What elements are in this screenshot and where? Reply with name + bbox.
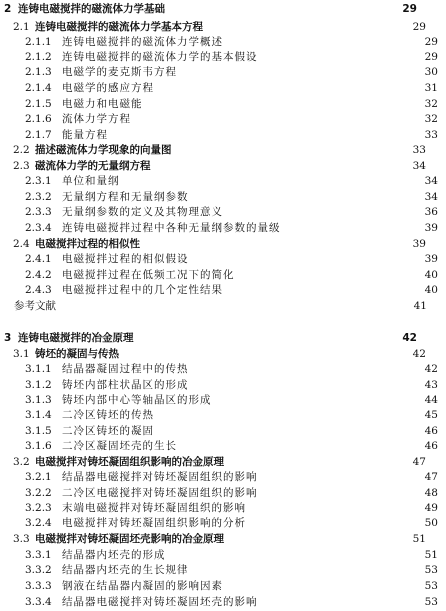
toc-page-number: 39 xyxy=(412,238,426,250)
toc-entry-number: 3.2.4 xyxy=(25,517,52,529)
toc-page-number: 40 xyxy=(424,284,438,296)
toc-page-number: 51 xyxy=(412,533,426,545)
toc-entry-title: 连铸电磁搅拌过程中各种无量纲参数的量级 xyxy=(62,222,281,234)
toc-subsection[interactable] xyxy=(0,173,446,189)
toc-entry-number: 3.3.4 xyxy=(25,596,52,608)
toc-page-number: 47 xyxy=(412,456,426,468)
dot-leader xyxy=(134,111,410,127)
toc-entry-title: 连铸电磁搅拌的磁流体力学的基本假设 xyxy=(62,51,258,63)
toc-entry-number: 3.1 xyxy=(13,348,30,360)
toc-entry-title: 二冷区电磁搅拌对铸坯凝固组织的影响 xyxy=(62,487,258,499)
toc-page-number: 46 xyxy=(424,440,438,452)
toc-entry-number: 3.1.2 xyxy=(25,379,52,391)
dot-leader xyxy=(137,330,390,346)
dot-leader xyxy=(169,547,411,563)
toc-page-number: 49 xyxy=(424,502,438,514)
toc-section[interactable] xyxy=(0,236,434,252)
dot-leader xyxy=(154,158,399,174)
dot-leader xyxy=(122,346,398,362)
toc-subsection[interactable] xyxy=(0,49,446,65)
toc-entry-title: 描述磁流体力学现象的向量图 xyxy=(35,144,172,156)
toc-subsection[interactable] xyxy=(0,111,446,127)
toc-entry-number: 2.1 xyxy=(13,21,30,33)
dot-leader xyxy=(227,454,398,470)
toc-page-number: 42 xyxy=(412,348,426,360)
toc-entry-title: 连铸电磁搅拌的磁流体力学基本方程 xyxy=(35,21,203,33)
dot-leader xyxy=(261,594,411,610)
dot-leader xyxy=(192,377,411,393)
toc-subsection[interactable] xyxy=(0,438,446,454)
toc-entry-number: 3.1.4 xyxy=(25,409,52,421)
toc-subsection[interactable] xyxy=(0,547,446,563)
toc-entry-title: 连铸电磁搅拌的磁流体力学概述 xyxy=(62,36,223,48)
toc-page-number: 51 xyxy=(424,549,438,561)
toc-page-number: 43 xyxy=(424,379,438,391)
toc-entry-title: 电磁搅拌对铸坯凝固组织影响的分析 xyxy=(62,517,246,529)
toc-page-number: 48 xyxy=(424,487,438,499)
toc-subsection[interactable] xyxy=(0,377,446,393)
toc-subsection[interactable] xyxy=(0,34,446,50)
dot-leader xyxy=(261,469,411,485)
dot-leader xyxy=(226,578,410,594)
toc-entry-title: 二冷区凝固坯壳的生长 xyxy=(62,440,177,452)
dot-leader xyxy=(226,34,410,50)
toc-subsection[interactable] xyxy=(0,220,446,236)
toc-page-number: 33 xyxy=(424,129,438,141)
toc-entry-title: 单位和量纲 xyxy=(62,175,120,187)
dot-leader xyxy=(168,1,389,17)
toc-entry-title: 结晶器电磁搅拌对铸坯凝固组织的影响 xyxy=(62,471,258,483)
toc-subsection[interactable] xyxy=(0,594,446,610)
toc-entry-number: 2.1.3 xyxy=(25,66,52,78)
toc-page-number: 46 xyxy=(424,425,438,437)
toc-entry-title: 电磁搅拌过程在低频工况下的简化 xyxy=(62,269,235,281)
toc-subsection[interactable] xyxy=(0,578,446,594)
toc-entry-title: 电磁力和电磁能 xyxy=(62,98,143,110)
dot-leader xyxy=(180,438,410,454)
toc-entry-number: 2.3.2 xyxy=(25,191,52,203)
toc-page-number: 39 xyxy=(424,253,438,265)
toc-entry-number: 2.3.4 xyxy=(25,222,52,234)
toc-entry-number: 3.3.1 xyxy=(25,549,52,561)
toc-entry-title: 末端电磁搅拌对铸坯凝固组织的影响 xyxy=(62,502,246,514)
toc-entry-number: 3.1.3 xyxy=(25,394,52,406)
toc-subsection[interactable] xyxy=(0,127,446,143)
dot-leader xyxy=(284,220,411,236)
toc-entry-number: 2.3.1 xyxy=(25,175,52,187)
toc-entry-title: 电磁搅拌对铸坯凝固组织影响的冶金原理 xyxy=(35,456,224,468)
toc-entry-number: 3 xyxy=(4,332,12,344)
toc-page-number: 36 xyxy=(424,206,438,218)
dot-leader xyxy=(227,531,398,547)
toc-entry-title: 连铸电磁搅拌的磁流体力学基础 xyxy=(18,3,165,15)
toc-subsection[interactable] xyxy=(0,282,446,298)
toc-entry-title: 铸坯内部柱状晶区的形成 xyxy=(62,379,189,391)
toc-page-number: 45 xyxy=(424,409,438,421)
toc-entry-title: 二冷区铸坯的凝固 xyxy=(62,425,154,437)
dot-leader xyxy=(146,96,411,112)
toc-page-number: 34 xyxy=(412,160,426,172)
toc-subsection[interactable] xyxy=(0,500,446,516)
toc-entry-number: 3.2.1 xyxy=(25,471,52,483)
toc-entry-number: 2.1.4 xyxy=(25,82,52,94)
toc-page-number: 53 xyxy=(424,596,438,608)
toc-page-number: 29 xyxy=(424,51,438,63)
toc-entry-title: 电磁搅拌过程中的几个定性结果 xyxy=(62,284,223,296)
toc-page-number: 32 xyxy=(424,113,438,125)
dot-leader xyxy=(206,19,398,35)
toc-page-number: 42 xyxy=(424,363,438,375)
toc-entry-number: 2.1.2 xyxy=(25,51,52,63)
toc-entry-title: 电磁搅拌过程的相似性 xyxy=(35,238,140,250)
toc-entry-number: 3.1.5 xyxy=(25,425,52,437)
dot-leader xyxy=(143,236,398,252)
toc-entry-title: 结晶器内坯壳的生长规律 xyxy=(62,564,189,576)
toc-page-number: 30 xyxy=(424,66,438,78)
dot-leader xyxy=(226,204,410,220)
dot-leader xyxy=(238,267,411,283)
toc-entry-title: 电磁学的感应方程 xyxy=(62,82,154,94)
toc-entry-title: 结晶器内坯壳的形成 xyxy=(62,549,166,561)
toc-entry-title: 结晶器电磁搅拌对铸坯凝固坯壳的影响 xyxy=(62,596,258,608)
toc-entry-number: 2.3 xyxy=(13,160,30,172)
toc-subsection[interactable] xyxy=(0,392,446,408)
toc-entry-title: 电磁学的麦克斯韦方程 xyxy=(62,66,177,78)
dot-leader xyxy=(111,127,410,143)
toc-page-number: 47 xyxy=(424,471,438,483)
toc-entry-number: 2 xyxy=(4,3,12,15)
toc-subsection[interactable] xyxy=(0,485,446,501)
dot-leader xyxy=(157,407,410,423)
toc-section[interactable] xyxy=(0,346,434,362)
dot-leader xyxy=(157,423,410,439)
toc-section[interactable] xyxy=(0,531,434,547)
toc-subsection[interactable] xyxy=(0,267,446,283)
toc-page-number: 50 xyxy=(424,517,438,529)
toc-page-number: 34 xyxy=(424,191,438,203)
toc-page-number: 32 xyxy=(424,98,438,110)
dot-leader xyxy=(261,485,411,501)
toc-entry-title: 电磁搅拌过程的相似假设 xyxy=(62,253,189,265)
dot-leader xyxy=(192,189,411,205)
toc-entry-number: 2.4.3 xyxy=(25,284,52,296)
toc-section[interactable] xyxy=(0,158,434,174)
toc-subsection[interactable] xyxy=(0,204,446,220)
dot-leader xyxy=(192,562,411,578)
toc-entry-number: 2.2 xyxy=(13,144,30,156)
toc-entry-number: 2.3.3 xyxy=(25,206,52,218)
toc-page-number: 41 xyxy=(413,300,427,312)
toc-entry-number: 3.2 xyxy=(13,456,30,468)
dot-leader xyxy=(249,500,410,516)
dot-leader xyxy=(59,298,399,314)
toc-entry-number: 3.1.1 xyxy=(25,363,52,375)
dot-leader xyxy=(226,282,410,298)
toc-entry-number: 2.4.1 xyxy=(25,253,52,265)
dot-leader xyxy=(180,64,410,80)
toc-page-number: 34 xyxy=(424,175,438,187)
toc-entry-number: 2.1.7 xyxy=(25,129,52,141)
toc-entry-title: 无量纲参数的定义及其物理意义 xyxy=(62,206,223,218)
toc-section[interactable] xyxy=(0,454,434,470)
toc-entry-number: 2.1.1 xyxy=(25,36,52,48)
toc-page-number: 29 xyxy=(402,3,417,15)
toc-subsection[interactable] xyxy=(0,80,446,96)
toc-section[interactable] xyxy=(0,19,434,35)
toc-page-number: 29 xyxy=(424,36,438,48)
toc-subsection[interactable] xyxy=(0,515,446,531)
toc-subsection[interactable] xyxy=(0,189,446,205)
toc-entry-number: 3.3.2 xyxy=(25,564,52,576)
toc-page-number: 31 xyxy=(424,82,438,94)
toc-subsection[interactable] xyxy=(0,251,446,267)
toc-entry-title: 流体力学方程 xyxy=(62,113,131,125)
toc-page-number: 40 xyxy=(424,269,438,281)
toc-subsection[interactable] xyxy=(0,407,446,423)
dot-leader xyxy=(215,392,411,408)
toc-subsection[interactable] xyxy=(0,96,446,112)
toc-entry-title: 铸坯内部中心等轴晶区的形成 xyxy=(62,394,212,406)
toc-entry-number: 3.3 xyxy=(13,533,30,545)
toc-entry-title: 铸坯的凝固与传热 xyxy=(35,348,119,360)
toc-references[interactable] xyxy=(0,298,435,314)
dot-leader xyxy=(192,361,411,377)
toc-entry-title: 结晶器凝固过程中的传热 xyxy=(62,363,189,375)
dot-leader xyxy=(175,142,399,158)
toc-entry-number: 3.2.2 xyxy=(25,487,52,499)
toc-section[interactable] xyxy=(0,142,434,158)
toc-entry-title: 无量纲方程和无量纲参数 xyxy=(62,191,189,203)
toc-chapter[interactable] xyxy=(0,330,425,346)
dot-leader xyxy=(249,515,410,531)
toc-chapter[interactable] xyxy=(0,1,425,17)
toc-subsection[interactable] xyxy=(0,423,446,439)
dot-leader xyxy=(123,173,411,189)
toc-entry-title: 参考文献 xyxy=(14,300,56,312)
toc-entry-number: 2.4 xyxy=(13,238,30,250)
toc-entry-number: 3.3.3 xyxy=(25,580,52,592)
toc-entry-title: 电磁搅拌对铸坯凝固坯壳影响的冶金原理 xyxy=(35,533,224,545)
dot-leader xyxy=(157,80,410,96)
toc-page-number: 33 xyxy=(412,144,426,156)
toc-entry-number: 3.1.6 xyxy=(25,440,52,452)
toc-entry-number: 3.2.3 xyxy=(25,502,52,514)
toc-subsection[interactable] xyxy=(0,562,446,578)
toc-entry-title: 能量方程 xyxy=(62,129,108,141)
toc-page-number: 53 xyxy=(424,580,438,592)
toc-page-number: 39 xyxy=(424,222,438,234)
toc-page-number: 42 xyxy=(402,332,417,344)
toc-entry-number: 2.4.2 xyxy=(25,269,52,281)
toc-entry-number: 2.1.5 xyxy=(25,98,52,110)
toc-entry-title: 连铸电磁搅拌的冶金原理 xyxy=(18,332,134,344)
toc-subsection[interactable] xyxy=(0,361,446,377)
toc-page-number: 29 xyxy=(412,21,426,33)
toc-entry-number: 2.1.6 xyxy=(25,113,52,125)
toc-page-number: 44 xyxy=(424,394,438,406)
dot-leader xyxy=(192,251,411,267)
toc-page-number: 53 xyxy=(424,564,438,576)
toc-entry-title: 钢液在结晶器内凝固的影响因素 xyxy=(62,580,223,592)
dot-leader xyxy=(261,49,411,65)
toc-entry-title: 二冷区铸坯的传热 xyxy=(62,409,154,421)
toc-subsection[interactable] xyxy=(0,469,446,485)
toc-subsection[interactable] xyxy=(0,64,446,80)
toc-entry-title: 磁流体力学的无量纲方程 xyxy=(35,160,151,172)
